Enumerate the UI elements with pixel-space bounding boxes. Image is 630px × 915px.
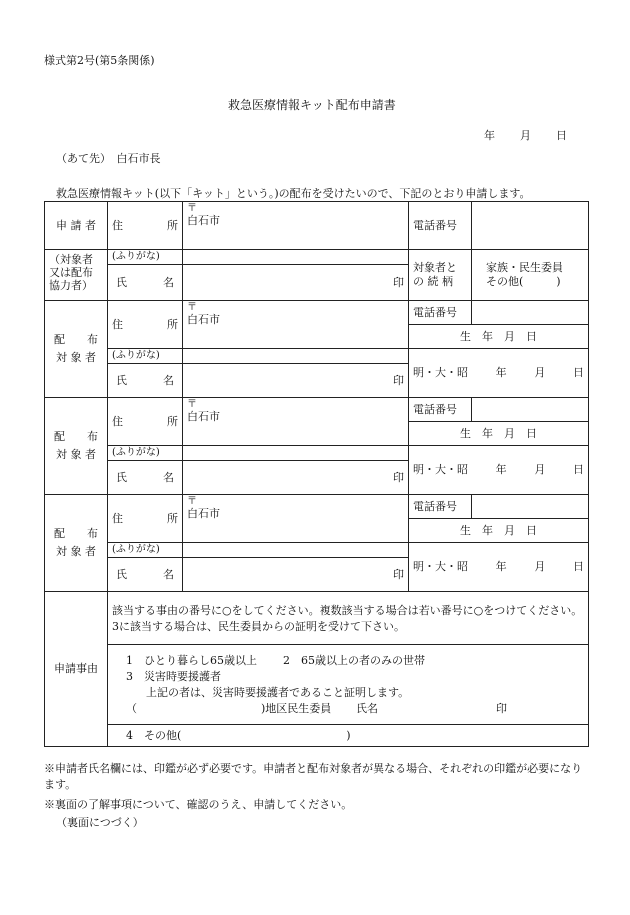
phone-label: 電話番号 xyxy=(409,495,472,519)
form-number: 様式第2号(第5条関係) xyxy=(44,54,155,67)
reason-item-4[interactable]: 4 その他( ) xyxy=(108,725,589,747)
phone-label: 電話番号 xyxy=(409,301,472,325)
phone-label: 電話番号 xyxy=(409,398,472,422)
furigana-label: (ふりがな) xyxy=(108,349,183,364)
furigana-field[interactable] xyxy=(183,250,409,265)
relation-options[interactable]: 家族・民生委員 その他( ) xyxy=(472,250,589,301)
reason-item-3: 3 災害時要援護者 xyxy=(126,669,221,683)
recipient-2-label: 配 布 対 象 者 xyxy=(45,398,108,495)
name-label: 氏 名 xyxy=(108,461,183,495)
note-2: ※裏面の了解事項について、確認のうえ、申請してください。 xyxy=(44,798,353,811)
seal-mark: 印 xyxy=(393,373,404,387)
recipient-1-label: 配 布 対 象 者 xyxy=(45,301,108,398)
relation-label: 対象者と の 続 柄 xyxy=(409,250,472,301)
recipient-3-label: 配 布 対 象 者 xyxy=(45,495,108,592)
birthdate-label: 生 年 月 日 xyxy=(409,422,589,446)
applicant-label: 申 請 者 xyxy=(45,202,108,250)
name-field[interactable] xyxy=(183,558,409,592)
birthdate-label: 生 年 月 日 xyxy=(409,519,589,543)
addressee: （あて先） 白石市長 xyxy=(56,152,161,165)
note-1: ※申請者氏名欄には、印鑑が必ず必要です。申請者と配布対象者が異なる場合、それぞれの印鑑が必要になります。 xyxy=(44,762,583,791)
address-field[interactable]: 〒 白石市 xyxy=(183,301,409,349)
note-3: （裏面につづく） xyxy=(56,816,144,829)
furigana-field[interactable] xyxy=(183,543,409,558)
address-label: 住 所 xyxy=(108,495,183,543)
address-field[interactable]: 〒 白石市 xyxy=(183,495,409,543)
reason-item-2: 2 65歳以上の者のみの世帯 xyxy=(283,653,425,667)
address-field[interactable]: 〒 白石市 xyxy=(183,202,409,250)
address-label: 住 所 xyxy=(108,398,183,446)
document-title: 救急医療情報キット配布申請書 xyxy=(228,98,396,112)
reason-item-1: 1 ひとり暮らし65歳以上 xyxy=(126,653,257,667)
reason-options[interactable] xyxy=(108,645,589,725)
seal-mark: 印 xyxy=(393,567,404,581)
furigana-field[interactable] xyxy=(183,349,409,364)
intro-text: 救急医療情報キット(以下「キット」という。)の配布を受けたいので、下記のとおり申請します。 xyxy=(56,187,531,200)
birthdate-field[interactable]: 明・大・昭 年 月 日 xyxy=(409,349,589,398)
date-year: 年 xyxy=(484,129,495,142)
phone-field[interactable] xyxy=(472,495,589,519)
application-form xyxy=(44,201,589,747)
date-day: 日 xyxy=(556,129,567,142)
furigana-field[interactable] xyxy=(183,446,409,461)
address-field[interactable]: 〒 白石市 xyxy=(183,398,409,446)
phone-field[interactable] xyxy=(472,301,589,325)
certification-line: （ )地区民生委員 氏名 印 xyxy=(126,701,507,715)
name-field[interactable] xyxy=(183,364,409,398)
birthdate-field[interactable]: 明・大・昭 年 月 日 xyxy=(409,543,589,592)
name-label: 氏 名 xyxy=(108,364,183,398)
birthdate-label: 生 年 月 日 xyxy=(409,325,589,349)
address-label: 住 所 xyxy=(108,301,183,349)
name-field[interactable] xyxy=(183,461,409,495)
furigana-label: (ふりがな) xyxy=(108,543,183,558)
phone-field[interactable] xyxy=(472,202,589,250)
seal-mark: 印 xyxy=(393,275,404,289)
phone-field[interactable] xyxy=(472,398,589,422)
applicant-sub-label: （対象者又は配布協力者） xyxy=(45,250,108,301)
furigana-label: (ふりがな) xyxy=(108,250,183,265)
certification-text: 上記の者は、災害時要援護者であること証明します。 xyxy=(146,685,410,699)
reason-label: 申請事由 xyxy=(45,592,108,747)
address-label: 住 所 xyxy=(108,202,183,250)
date-month: 月 xyxy=(520,129,531,142)
name-label: 氏 名 xyxy=(108,558,183,592)
name-label: 氏 名 xyxy=(108,265,183,301)
name-field[interactable] xyxy=(183,265,409,301)
phone-label: 電話番号 xyxy=(409,202,472,250)
furigana-label: (ふりがな) xyxy=(108,446,183,461)
reason-instructions: 該当する事由の番号に○をしてください。複数該当する場合は若い番号に○をつけてください。 3に該当する場合は、民生委員からの証明を受けて下さい。 xyxy=(108,592,589,645)
seal-mark: 印 xyxy=(393,470,404,484)
birthdate-field[interactable]: 明・大・昭 年 月 日 xyxy=(409,446,589,495)
